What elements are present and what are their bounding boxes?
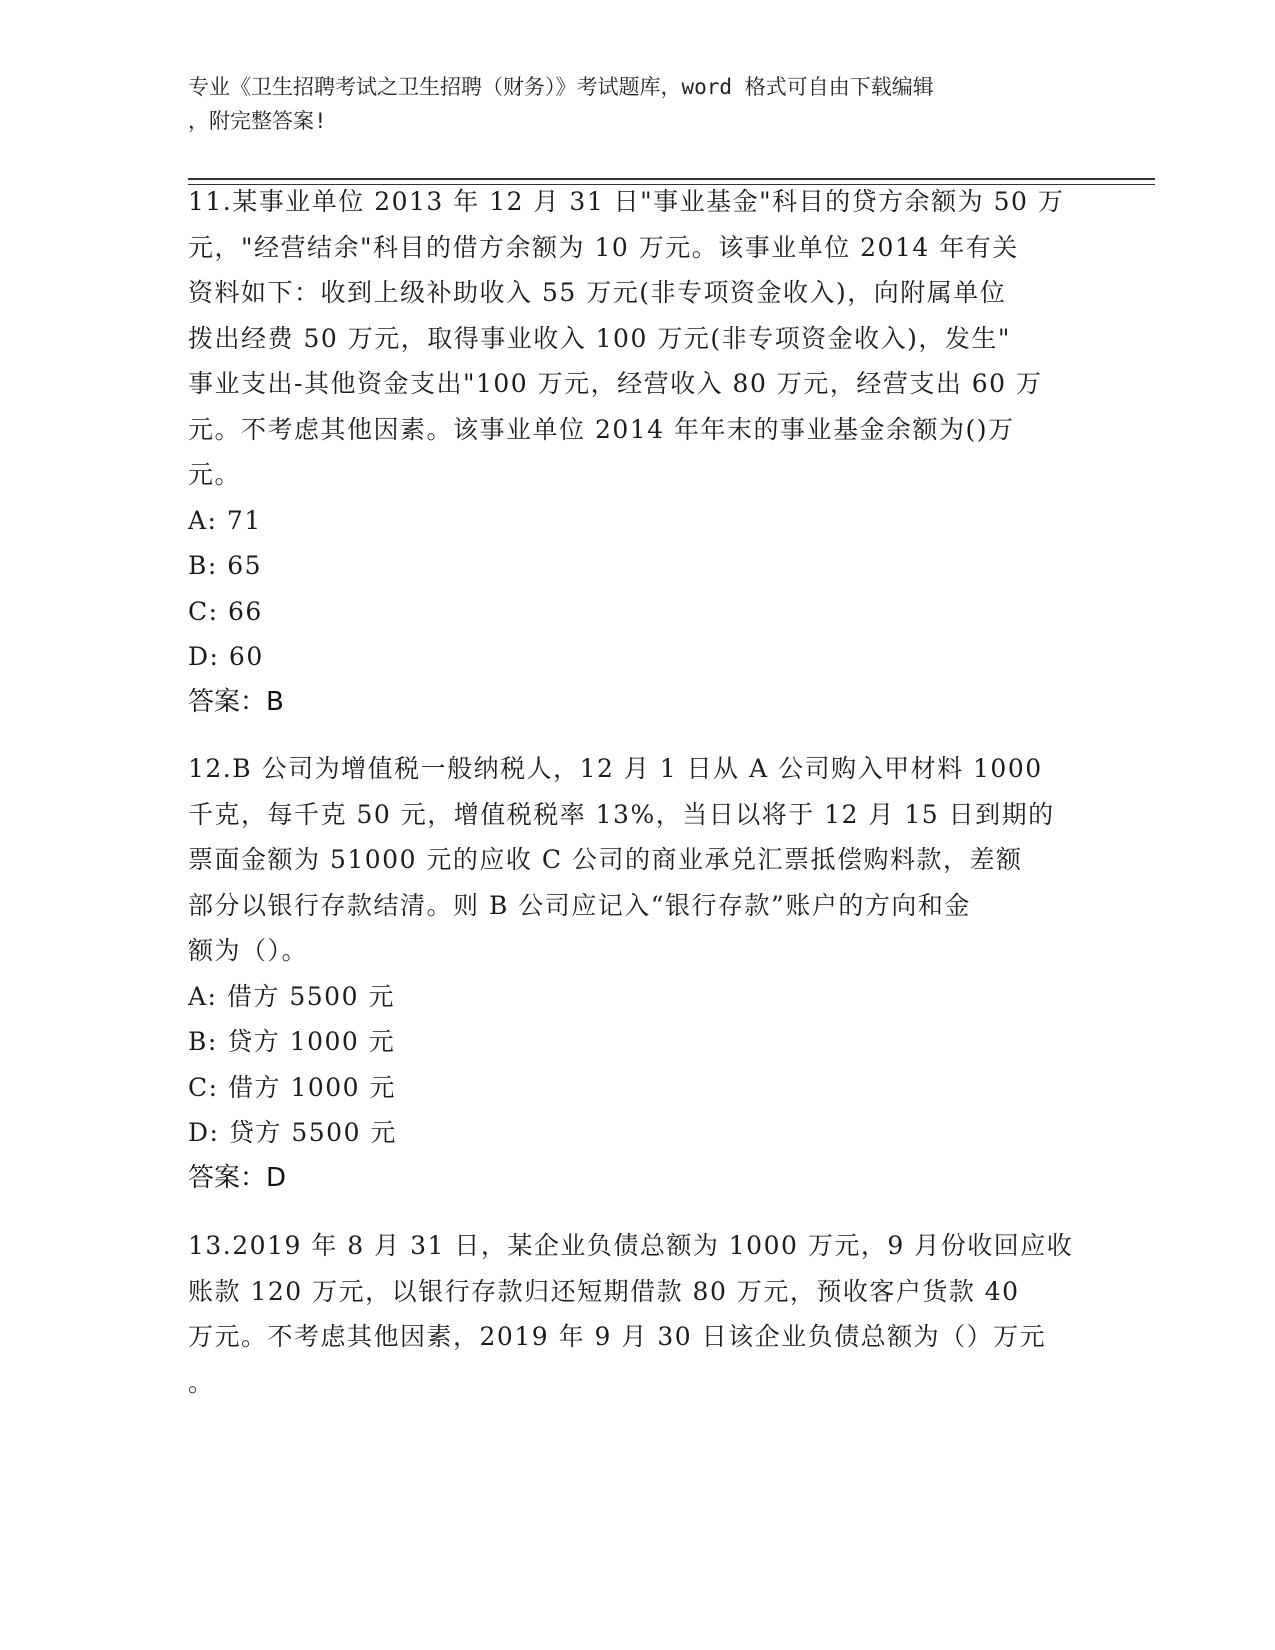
header-line-2: ，附完整答案! bbox=[188, 109, 327, 133]
question-stem bbox=[188, 179, 1088, 498]
option-c: C: 借方 1000 元 bbox=[188, 1072, 397, 1102]
answer-line: 答案：D bbox=[188, 1162, 287, 1193]
stem-line: 。 bbox=[188, 1367, 215, 1397]
stem-line: 元，"经营结余"科目的借方余额为 10 万元。该事业单位 2014 年有关 bbox=[188, 232, 1019, 262]
option-d: D: 贷方 5500 元 bbox=[188, 1118, 397, 1147]
stem-line: 账款 120 万元，以银行存款归还短期借款 80 万元，预收客户货款 40 bbox=[188, 1276, 1020, 1306]
stem-line: 13.2019 年 8 月 31 日，某企业负债总额为 1000 万元，9 月份收回应收 bbox=[188, 1231, 1074, 1260]
option-a: A: 借方 5500 元 bbox=[188, 981, 395, 1011]
option-b: B: 65 bbox=[188, 551, 263, 580]
question-stem bbox=[188, 1223, 1088, 1405]
stem-line: 部分以银行存款结清。则 B 公司应记入“银行存款”账户的方向和金 bbox=[188, 890, 971, 920]
header-line-1: 专业《卫生招聘考试之卫生招聘（财务）》考试题库，word 格式可自由下载编辑 bbox=[188, 75, 934, 99]
question-12 bbox=[188, 746, 1088, 1201]
stem-line: 票面金额为 51000 元的应收 C 公司的商业承兑汇票抵偿购料款，差额 bbox=[188, 845, 1023, 874]
question-13 bbox=[188, 1223, 1088, 1405]
question-stem bbox=[188, 746, 1088, 974]
option-b: B: 贷方 1000 元 bbox=[188, 1027, 396, 1056]
option-a: A: 71 bbox=[188, 505, 262, 535]
question-11 bbox=[188, 179, 1088, 725]
answer-line: 答案：B bbox=[188, 686, 284, 717]
stem-line: 元。不考虑其他因素。该事业单位 2014 年年末的事业基金余额为()万 bbox=[188, 414, 1015, 444]
stem-line: 元。 bbox=[188, 460, 242, 489]
option-d: D: 60 bbox=[188, 642, 264, 671]
option-c: C: 66 bbox=[188, 596, 263, 626]
stem-line: 12.B 公司为增值税一般纳税人，12 月 1 日从 A 公司购入甲材料 1000 bbox=[188, 754, 1043, 783]
stem-line: 千克，每千克 50 元，增值税税率 13%，当日以将于 12 月 15 日到期的 bbox=[188, 799, 1055, 829]
stem-line: 资料如下：收到上级补助收入 55 万元(非专项资金收入)，向附属单位 bbox=[188, 278, 1007, 307]
stem-line: 额为（）。 bbox=[188, 936, 309, 965]
document-header bbox=[188, 70, 1088, 138]
stem-line: 11.某事业单位 2013 年 12 月 31 日"事业基金"科目的贷方余额为 50 万 bbox=[188, 187, 1065, 216]
stem-line: 事业支出-其他资金支出"100 万元，经营收入 80 万元，经营支出 60 万 bbox=[188, 369, 1043, 398]
stem-line: 万元。不考虑其他因素，2019 年 9 月 30 日该企业负债总额为（）万元 bbox=[188, 1322, 1047, 1351]
stem-line: 拨出经费 50 万元，取得事业收入 100 万元(非专项资金收入)，发生" bbox=[188, 323, 1011, 353]
